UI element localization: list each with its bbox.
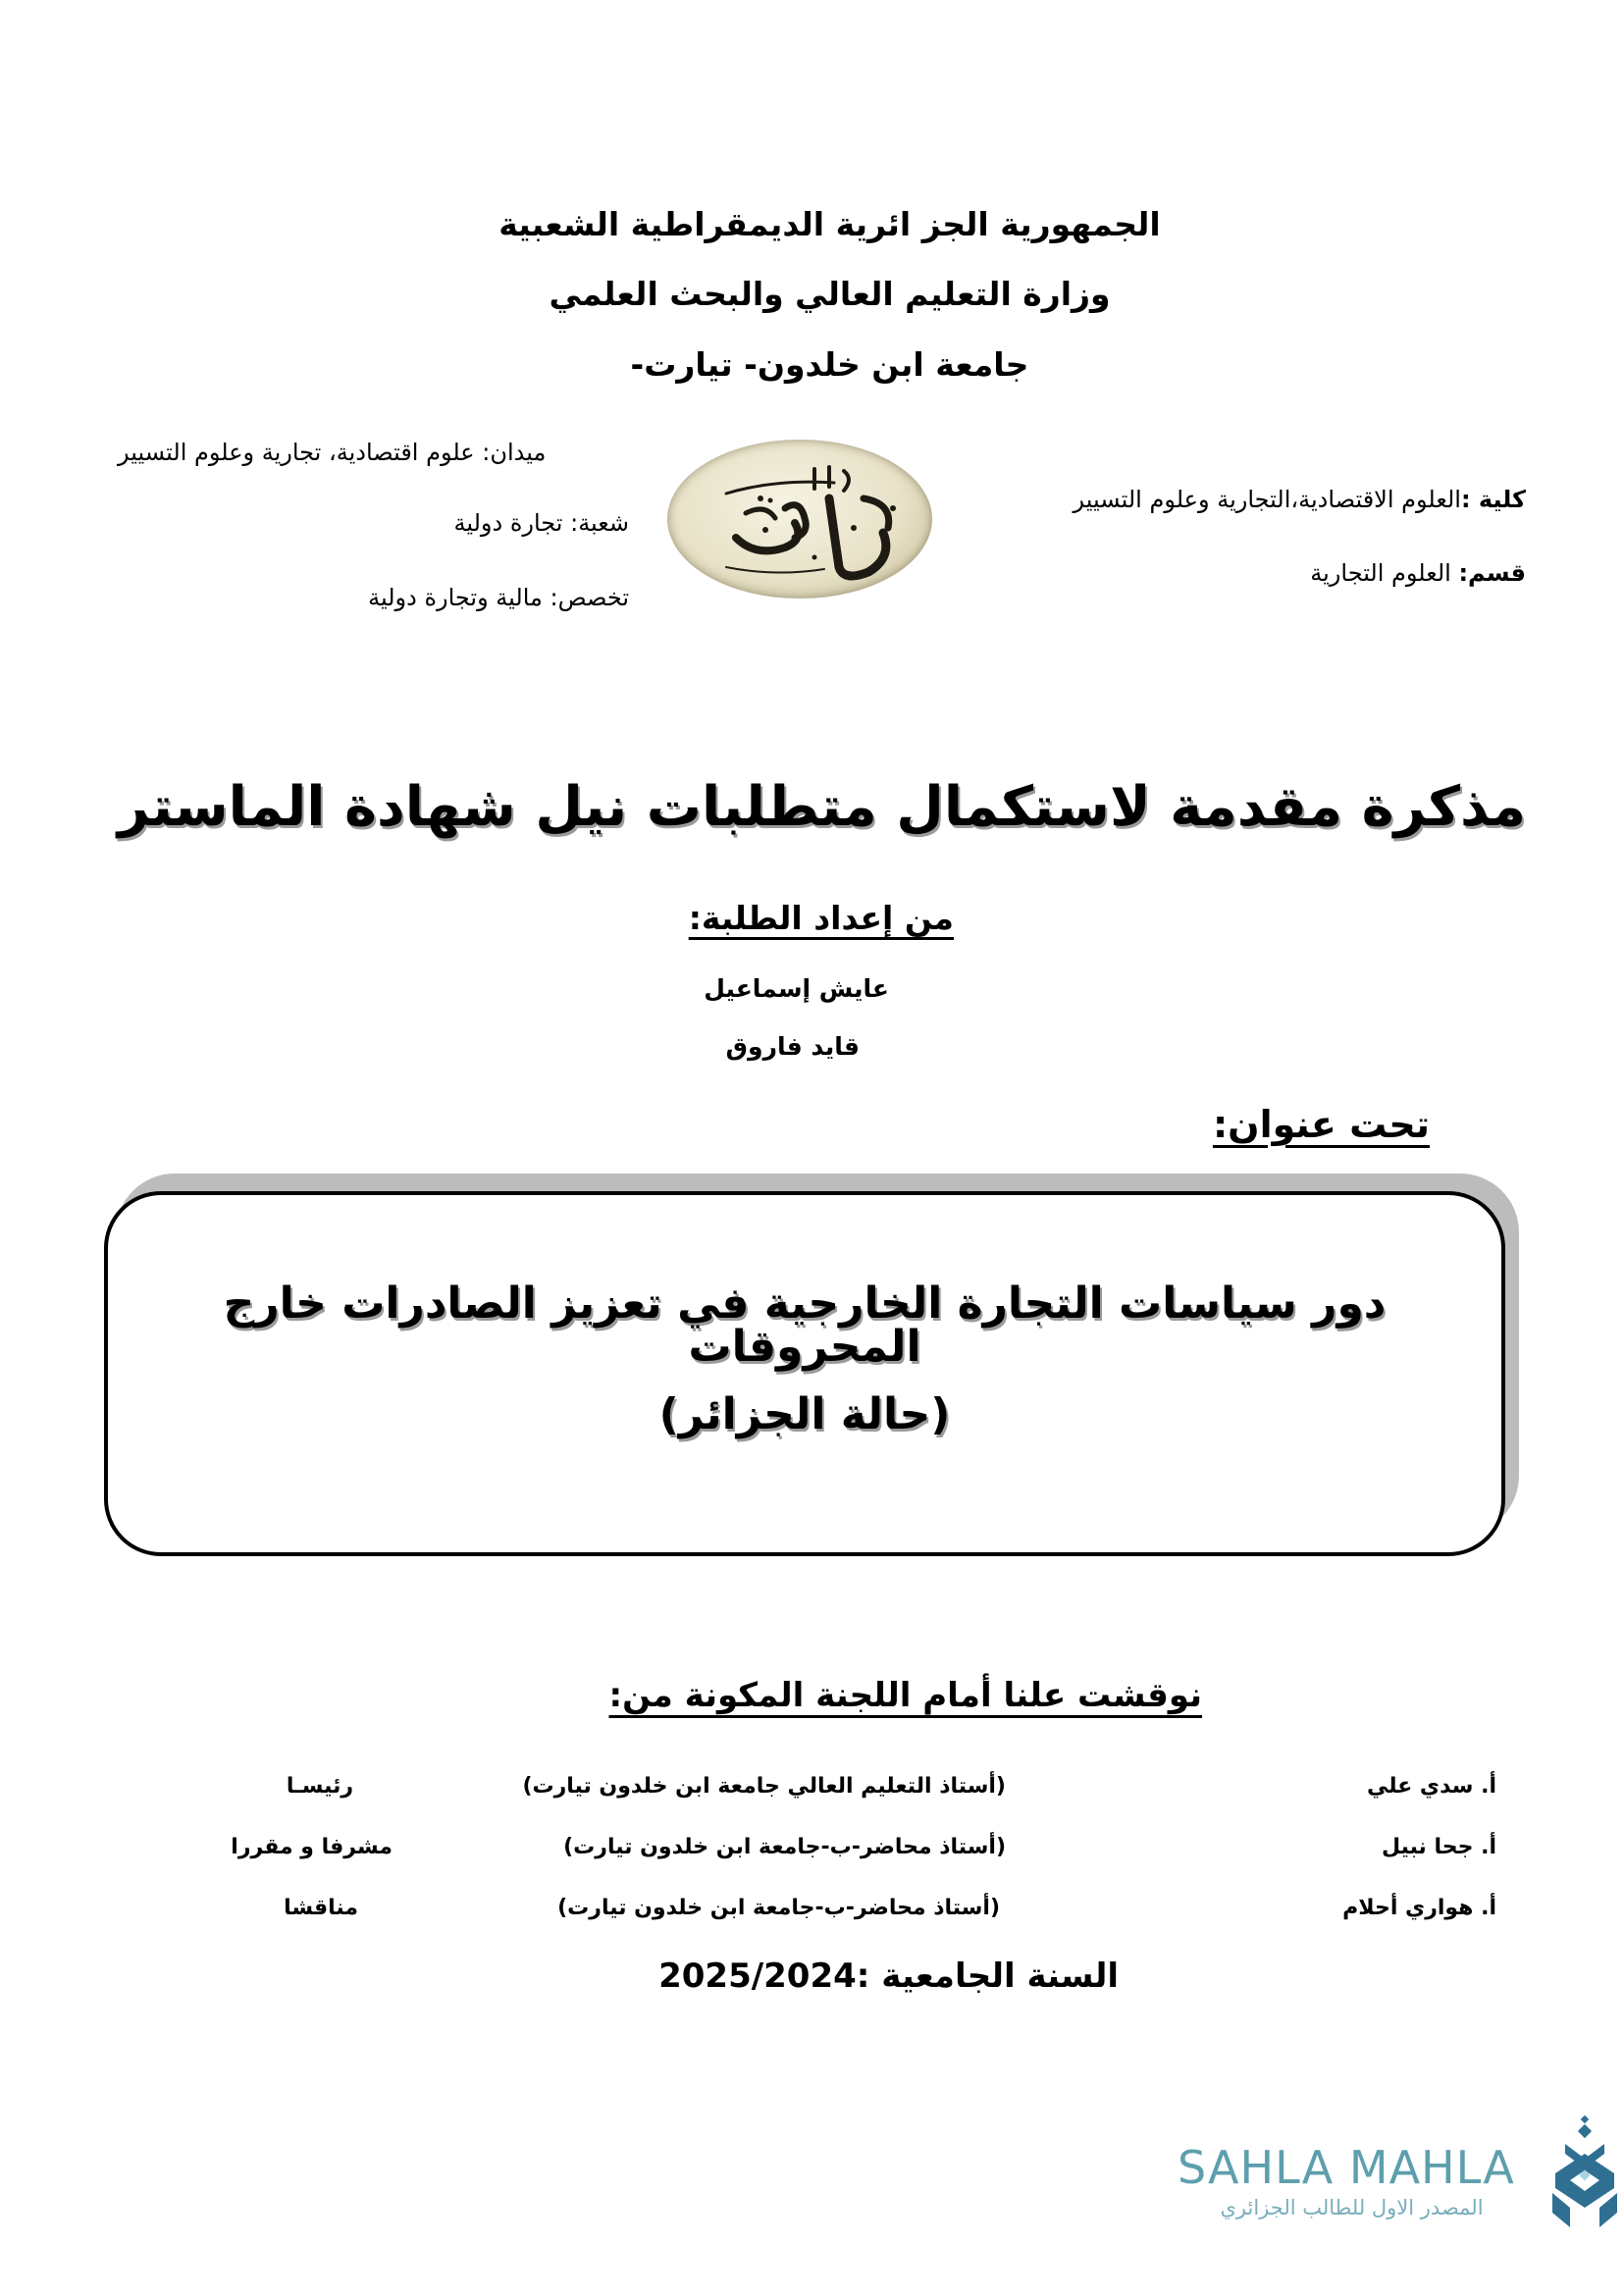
thesis-type-title: مذكرة مقدمة لاستكمال متطلبات نيل شهادة الماستر — [117, 775, 1527, 839]
watermark-brand: SAHLA MAHLA — [1178, 2141, 1515, 2194]
member-rank: (أستاذ محاضر-ب-جامعة ابن خلدون تيارت) — [557, 1896, 1000, 1920]
watermark-tagline: المصدر الاول للطالب الجزائري — [1220, 2196, 1484, 2219]
prepared-by-label: من إعداد الطلبة: — [688, 899, 954, 937]
title-box — [104, 1191, 1505, 1556]
faculty-line — [1073, 488, 1526, 511]
university-seal-icon — [667, 440, 932, 599]
member-name: أ. سدي علي — [1367, 1774, 1496, 1799]
member-rank: (أستاذ التعليم العالي جامعة ابن خلدون تيارت) — [522, 1774, 1006, 1799]
member-rank: (أستاذ محاضر-ب-جامعة ابن خلدون تيارت) — [563, 1835, 1006, 1859]
academic-year-value: 2025/2024 — [658, 1957, 857, 1996]
member-role: مشرفا و مقررا — [231, 1835, 393, 1859]
academic-year-label: السنة الجامعية : — [856, 1957, 1119, 1996]
member-role: مناقشا — [284, 1896, 358, 1920]
thesis-subject-line2: (حالة الجزائر) — [658, 1389, 951, 1439]
branch-line: شعبة: تجارة دولية — [453, 509, 629, 537]
faculty-label: كلية : — [1460, 486, 1526, 513]
member-role: رئيسـا — [286, 1774, 353, 1799]
specialty-line: تخصص: مالية وتجارة دولية — [368, 584, 629, 611]
member-name: أ. جحا نبيل — [1381, 1835, 1496, 1859]
department-line — [1310, 561, 1526, 585]
sahla-mahla-logo-icon — [1550, 2114, 1619, 2232]
member-name: أ. هواري أحلام — [1342, 1896, 1496, 1920]
ministry-heading: وزارة التعليم العالي والبحث العلمي — [549, 275, 1111, 313]
field-line: ميدان: علوم اقتصادية، تجارية وعلوم التسيير — [118, 439, 547, 466]
department-label: قسم: — [1458, 559, 1526, 587]
student-name: قايد فاروق — [725, 1032, 860, 1061]
student-name: عايش إسماعيل — [704, 974, 889, 1003]
academic-year — [648, 1957, 1119, 1996]
republic-heading: الجمهورية الجز ائرية الديمقراطية الشعبية — [498, 205, 1161, 243]
faculty-value: العلوم الاقتصادية،التجارية وعلوم التسيير — [1073, 486, 1461, 513]
under-title-label: تحت عنوان: — [1212, 1103, 1430, 1146]
department-value: العلوم التجارية — [1310, 559, 1459, 587]
university-heading: جامعة ابن خلدون- تيارت- — [630, 345, 1029, 384]
committee-heading: نوقشت علنا أمام اللجنة المكونة من: — [608, 1676, 1202, 1715]
thesis-subject-line1: دور سياسات التجارة الخارجية في تعزيز الصادرات خارج المحروقات — [223, 1278, 1387, 1372]
